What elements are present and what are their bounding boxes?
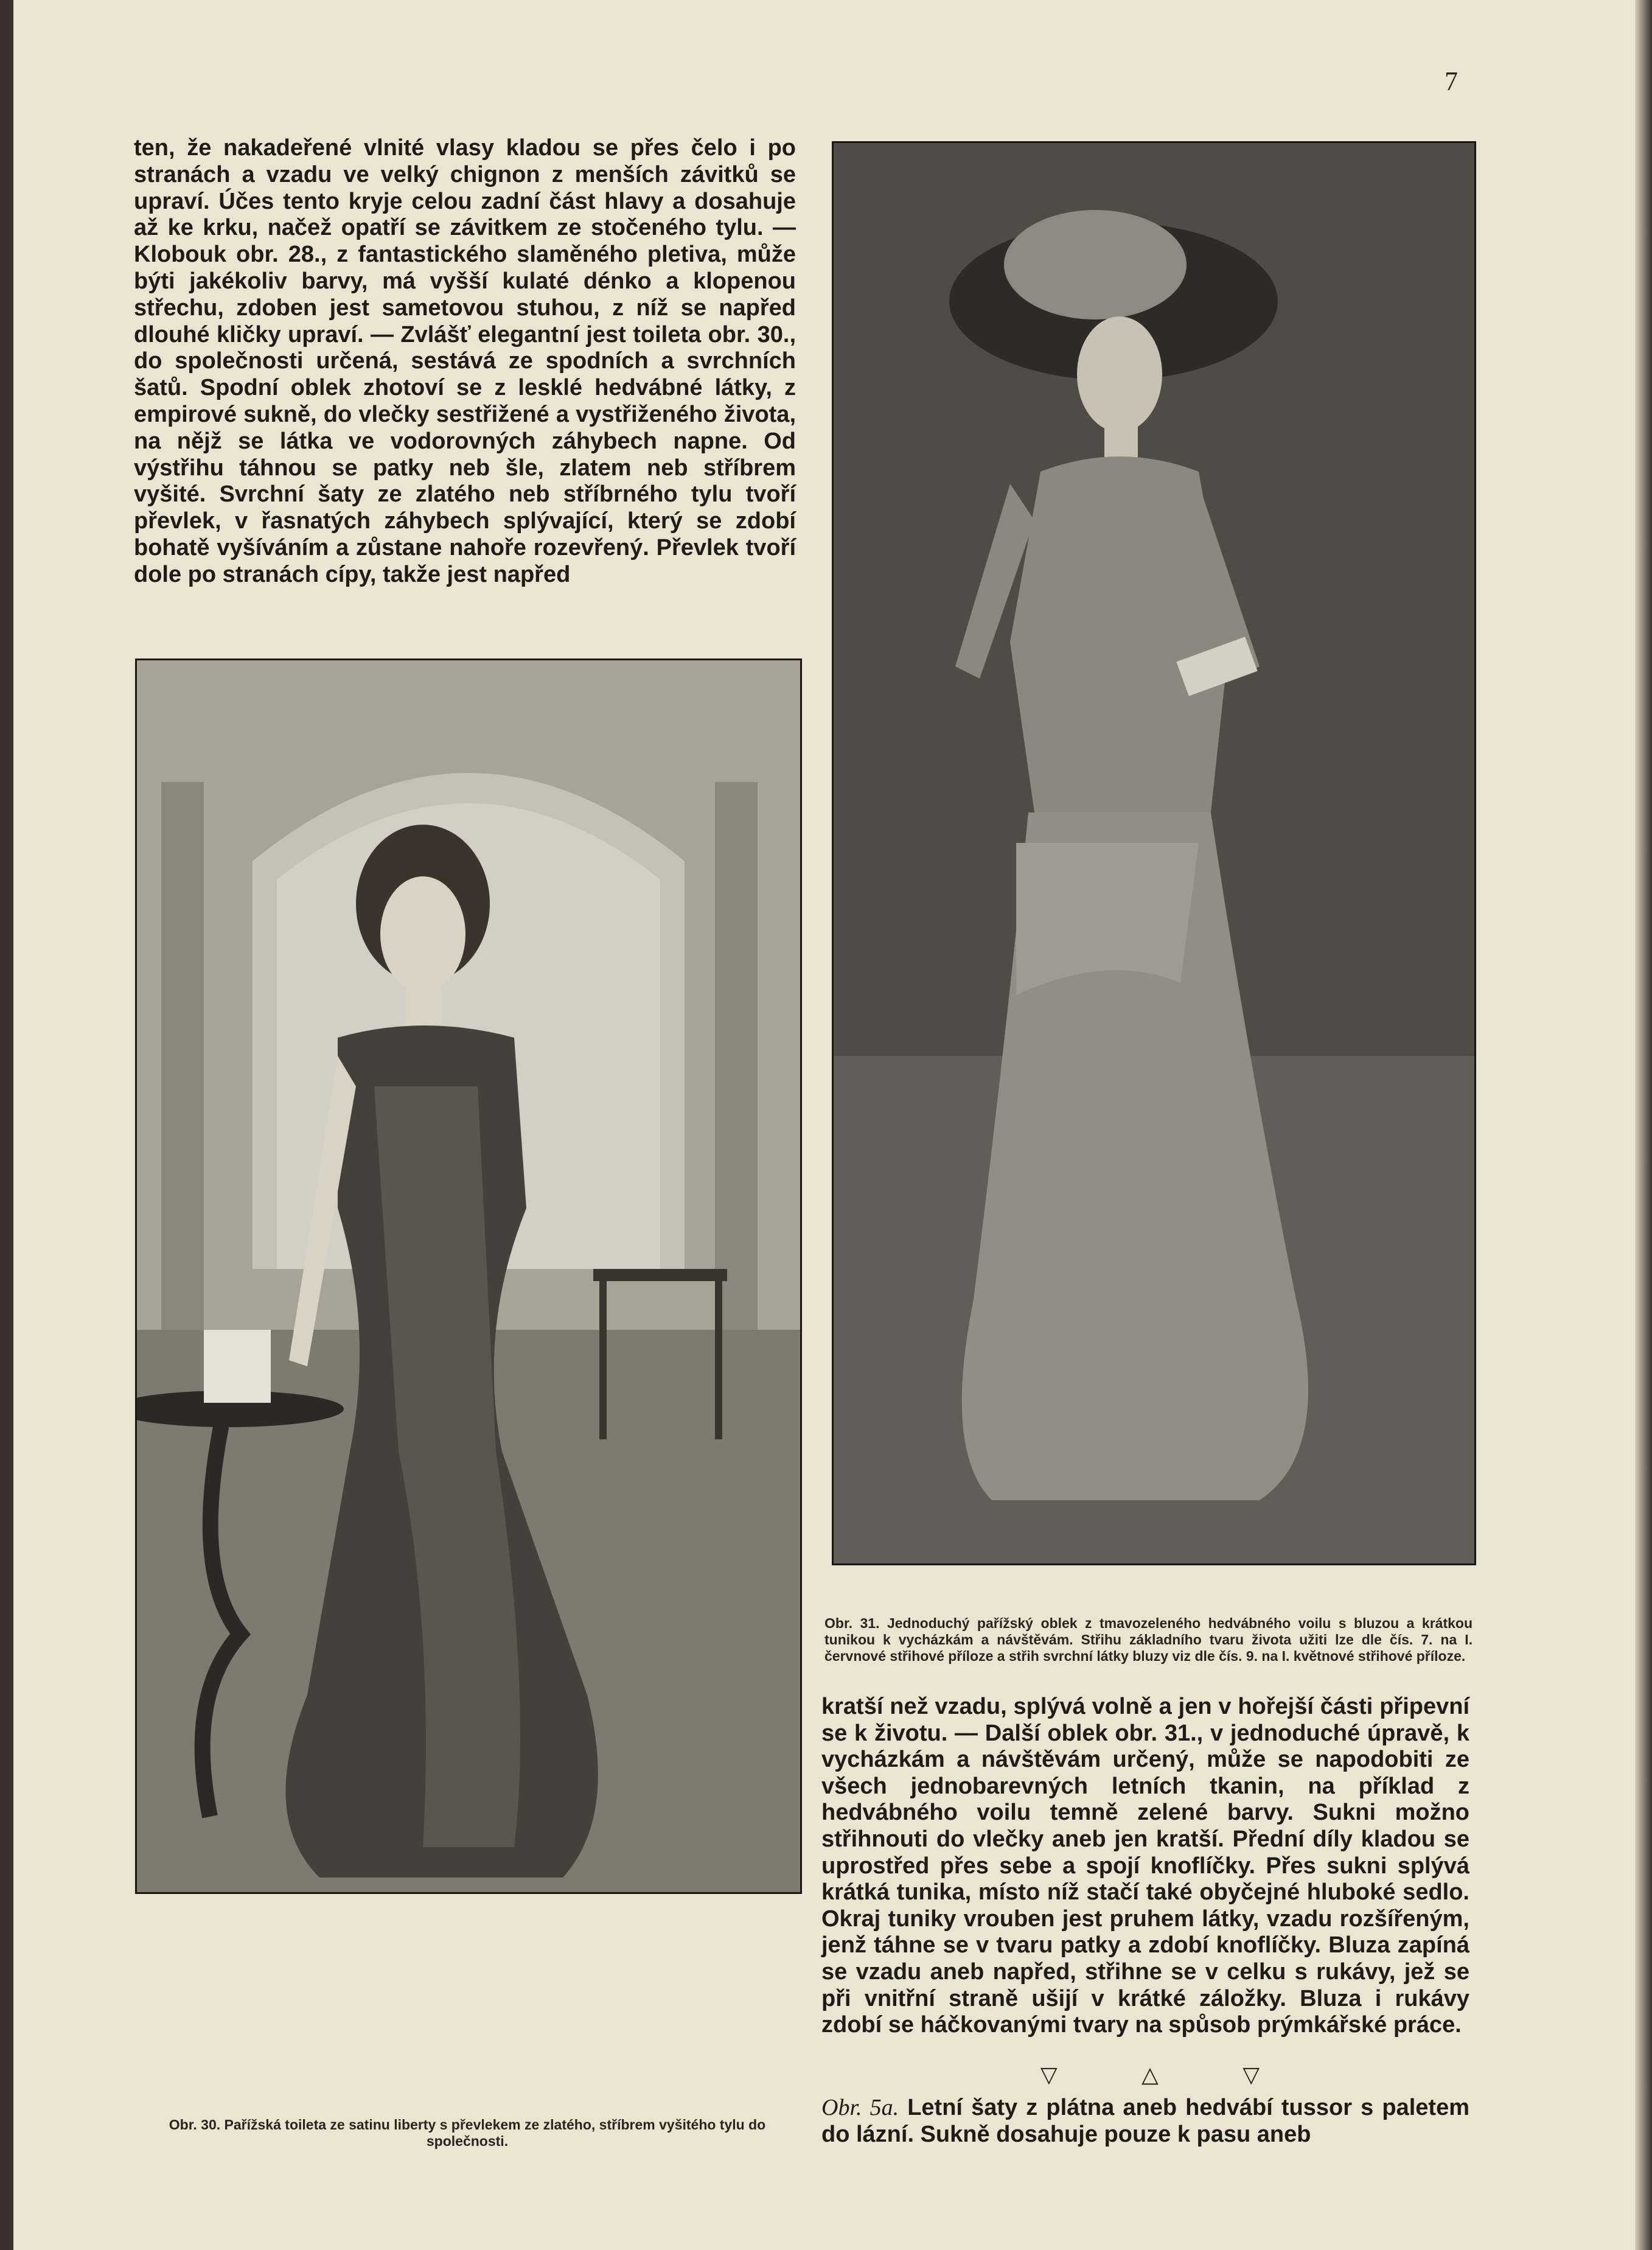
next-section-text [821,2094,1469,2148]
separator-glyph: ▽ [1040,2062,1058,2087]
next-paragraph-body: Letní šaty z plátna aneb hedvábí tussor s paletem do lázní. Sukně dosahuje pouze k pasu aneb [821,2095,1469,2147]
separator-glyph: △ [1141,2062,1159,2087]
next-paragraph [821,2094,1469,2148]
section-separator [1040,2062,1260,2088]
page-edge [1635,0,1652,2250]
separator-glyph: ▽ [1242,2062,1260,2087]
book-binding [0,0,13,2250]
figure-30-illustration [137,660,800,1892]
right-paragraph: kratší než vzadu, splývá volně a jen v hořejší části připevní se k životu. — Další oblek obr. 31., v jednoduché úpravě, k vycházkám a návštěvám určený, může se napodobiti ze všech jednobarevných letních tkanin, na příklad z hedvábného voilu temně zelené barvy. Sukni možno střihnouti do vlečky aneb jen kratší. Přední díly kladou se uprostřed přes sebe a spojí knoflíčky. Přes sukni splývá krátká tunika, místo níž stačí také obyčejné hluboké sedlo. Okraj tuniky vrouben jest pruhem látky, vzadu rozšířeným, jenž táhne se v tvaru patky a zdobí knoflíčky. Bluza zapíná se vzadu aneb napřed, střihne se v celku s rukávy, jež se při vnitřní straně ušijí v krátké záložky. Bluza i rukávy zdobí se háčkovanými tvary na spůsob prýmkářské práce. [821,1694,1469,2038]
figure-30-photo [135,659,802,1894]
page-number: 7 [1445,66,1458,96]
left-column-text [134,135,796,589]
figure-31-photo [832,141,1476,1565]
figure-30-caption: Obr. 30. Pařížská toileta ze satinu liberty s převlekem ze zlatého, stříbrem vyšitého tylu do společnosti. [169,2117,766,2149]
figure-reference: Obr. 5a. [821,2095,899,2120]
left-paragraph: ten, že nakadeřené vlnité vlasy kladou se přes čelo i po stranách a vzadu ve velký chignon z menších závitků se upraví. Účes tento kryje celou zadní část hlavy a dosahuje až ke krku, načež opatří se závitkem ze stočeného tylu. — Klobouk obr. 28., z fantastického slaměného pletiva, může býti jakékoliv barvy, má vyšší kulaté dénko a klopenou střechu, zdoben jest sametovou stuhou, z níž se napřed dlouhé kličky upraví. — Zvlášť elegantní jest toileta obr. 30., do společnosti určená, sestává ze spodních a svrchních šatů. Spodní oblek zhotoví se z lesklé hedvábné látky, z empirové sukně, do vlečky sestřižené a vystřiženého života, na nějž se látka ve vodorovných záhybech napne. Od výstřihu táhnou se patky neb šle, zlatem neb stříbrem vyšité. Svrchní šaty ze zlatého neb stříbrného tylu tvoří převlek, v řasnatých záhybech splývající, který se zdobí bohatě vyšíváním a zůstane nahoře rozevřený. Převlek tvoří dole po stranách cípy, takže jest napřed [134,135,796,587]
figure-31-illustration [834,143,1474,1563]
right-column-text [821,1694,1469,2039]
figure-31-caption: Obr. 31. Jednoduchý pařížský oblek z tmavozeleného hedvábného voilu s bluzou a krátkou tunikou k vycházkám a návštěvám. Střihu základního tvaru života užiti lze dle čís. 7. na I. červnové střihové příloze a střih svrchní látky bluzy viz dle čís. 9. na I. květnové střihové příloze. [824,1615,1473,1664]
